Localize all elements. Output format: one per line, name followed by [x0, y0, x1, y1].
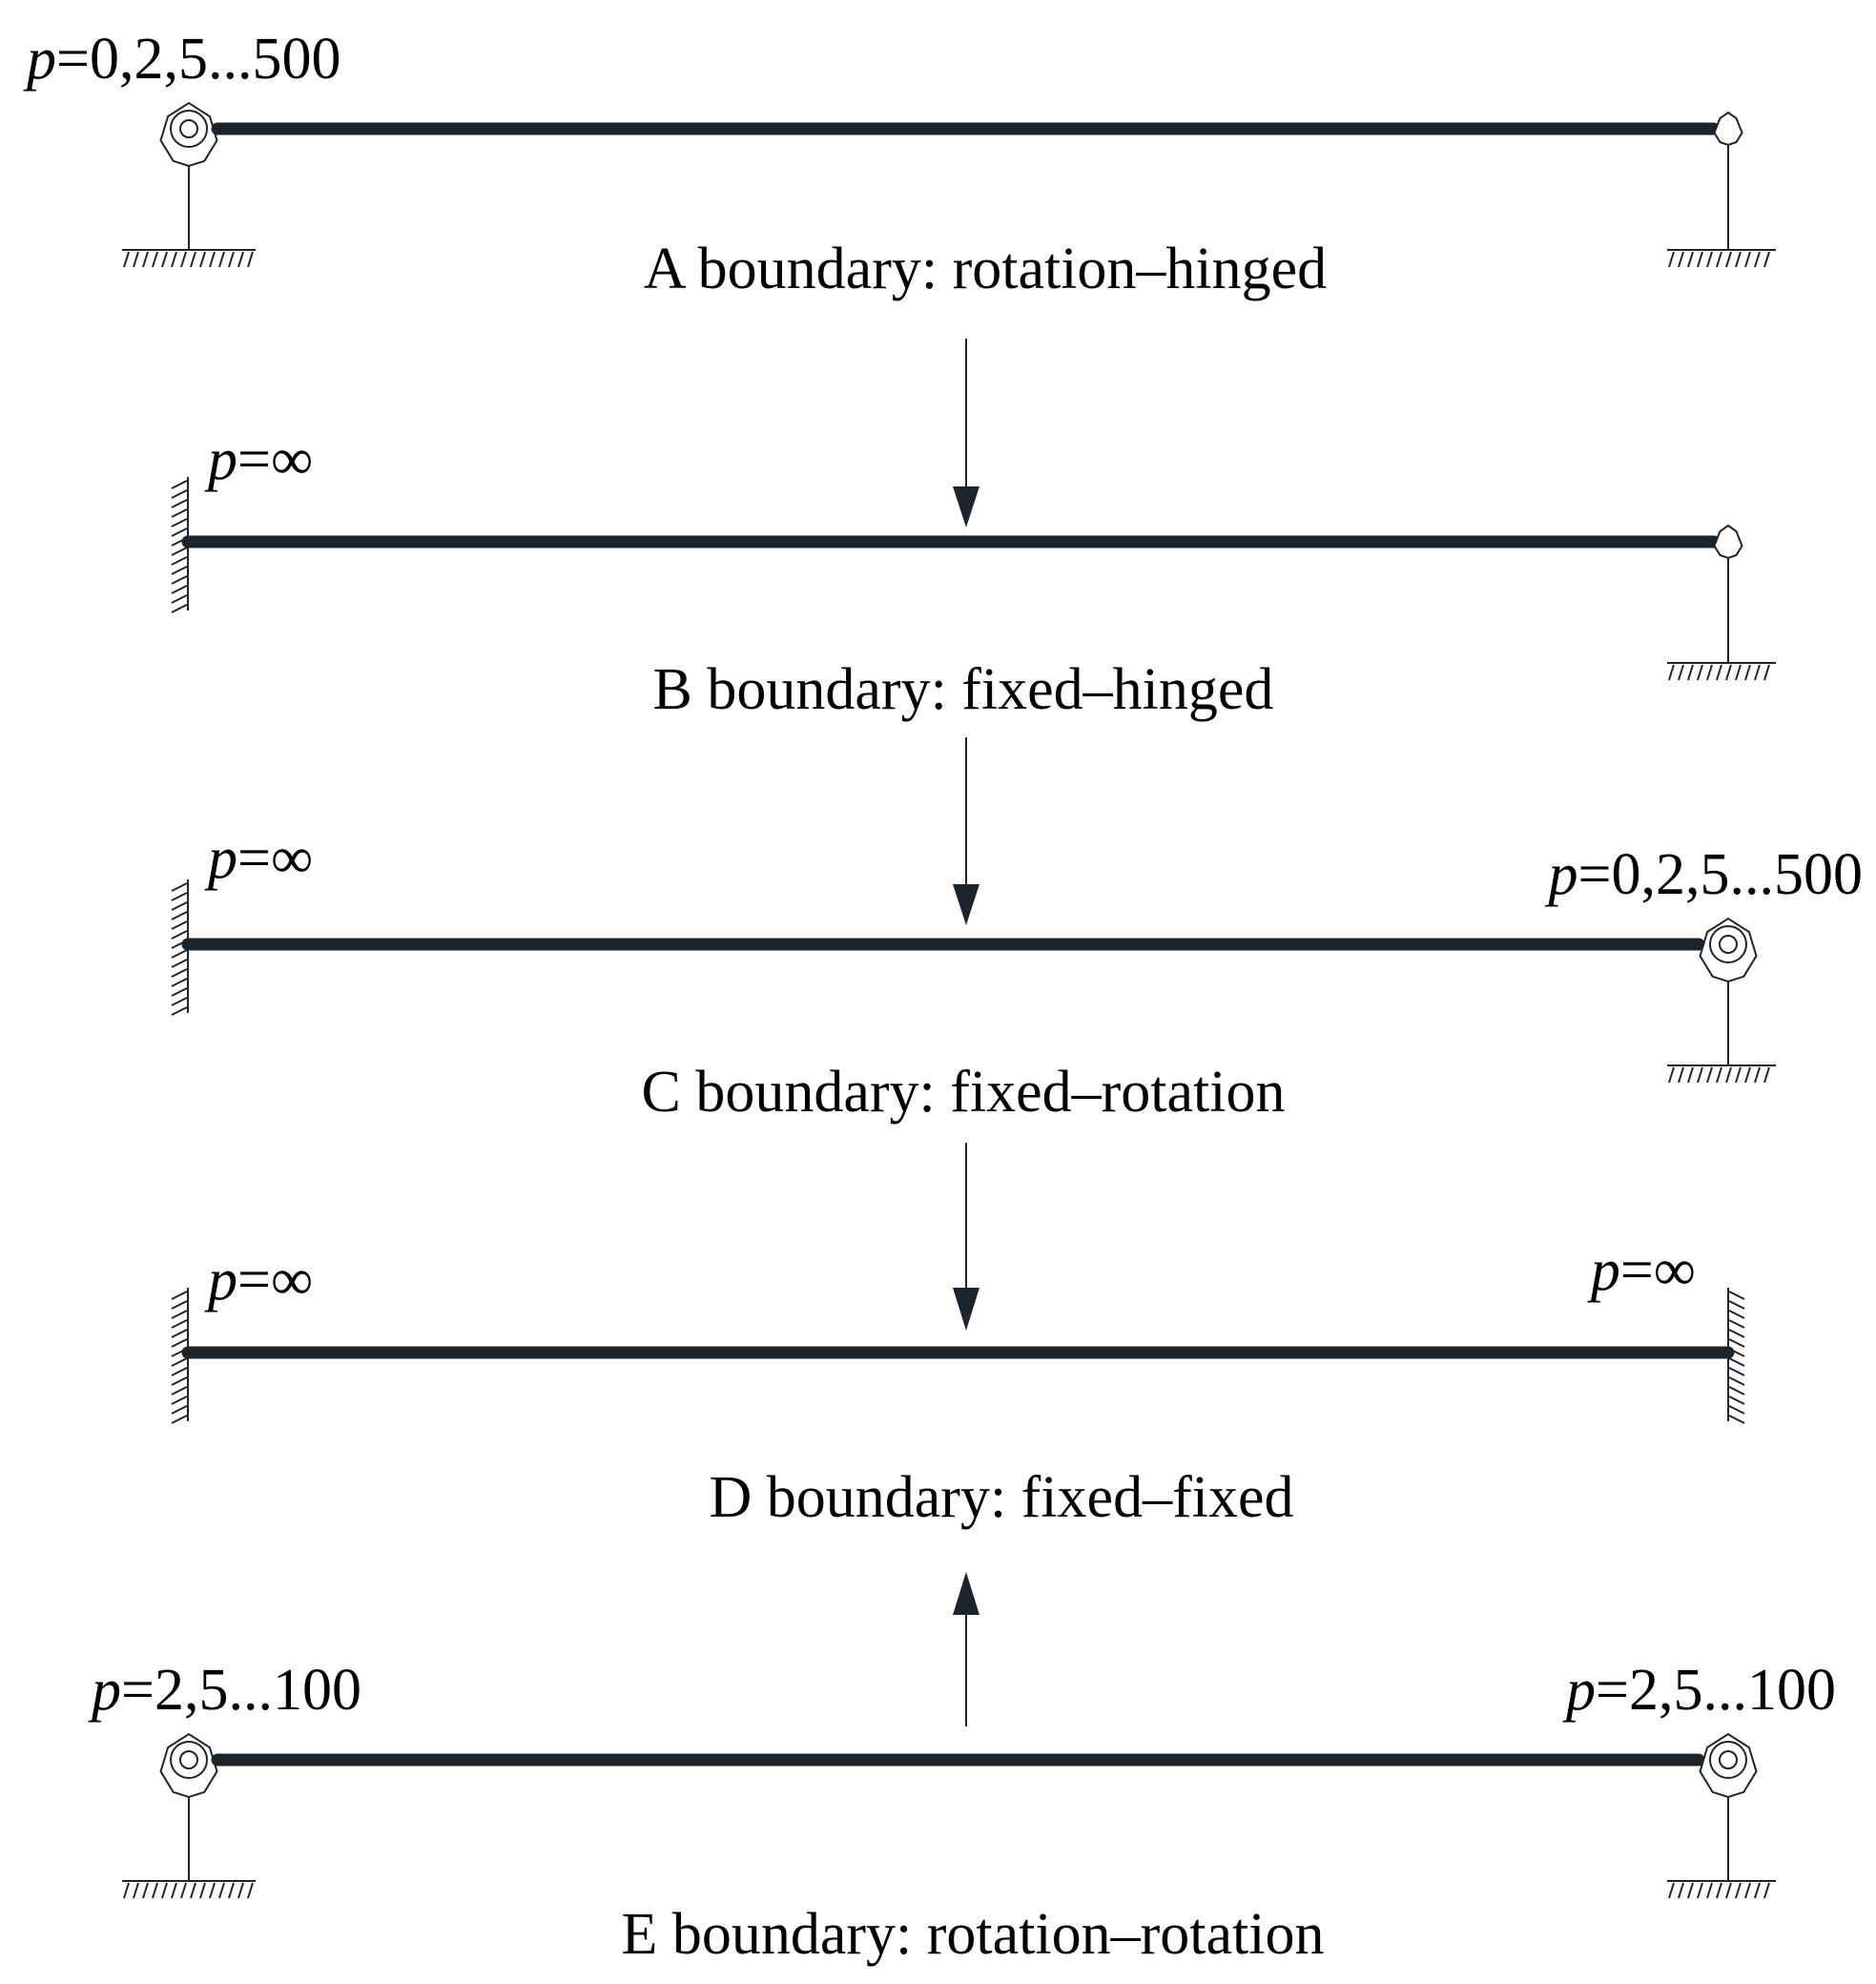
- arrow-b-to-c: [953, 737, 979, 925]
- case-c-right-p-label: p=0,2,5...500: [1548, 842, 1863, 907]
- case-e-caption: E boundary: rotation–rotation: [621, 1902, 1325, 1967]
- case-c-caption: C boundary: fixed–rotation: [641, 1060, 1286, 1125]
- arrow-e-to-d: [953, 1572, 979, 1726]
- case-d: [172, 1238, 1744, 1530]
- case-b: [172, 427, 1776, 722]
- case-b-right-hinged-support: [1667, 526, 1776, 680]
- case-e-left-p-label: p=2,5...100: [92, 1658, 361, 1723]
- case-e: [88, 1658, 1836, 1967]
- case-d-caption: D boundary: fixed–fixed: [709, 1465, 1294, 1530]
- case-c: [172, 826, 1863, 1125]
- case-a-right-hinged-support: [1667, 113, 1776, 267]
- arrow-a-to-b: [953, 339, 979, 527]
- case-b-left-p-label: p=∞: [208, 427, 314, 492]
- case-a: [23, 27, 1776, 301]
- case-d-left-p-label: p=∞: [208, 1248, 314, 1312]
- case-d-right-p-label: p=∞: [1590, 1238, 1696, 1303]
- case-e-right-p-label: p=2,5...100: [1566, 1658, 1836, 1723]
- case-b-caption: B boundary: fixed–hinged: [652, 657, 1274, 722]
- arrow-c-to-d: [953, 1143, 979, 1331]
- case-a-left-p-label: p=0,2,5...500: [27, 27, 341, 92]
- case-a-caption: A boundary: rotation–hinged: [643, 237, 1328, 301]
- case-c-left-p-label: p=∞: [208, 826, 314, 891]
